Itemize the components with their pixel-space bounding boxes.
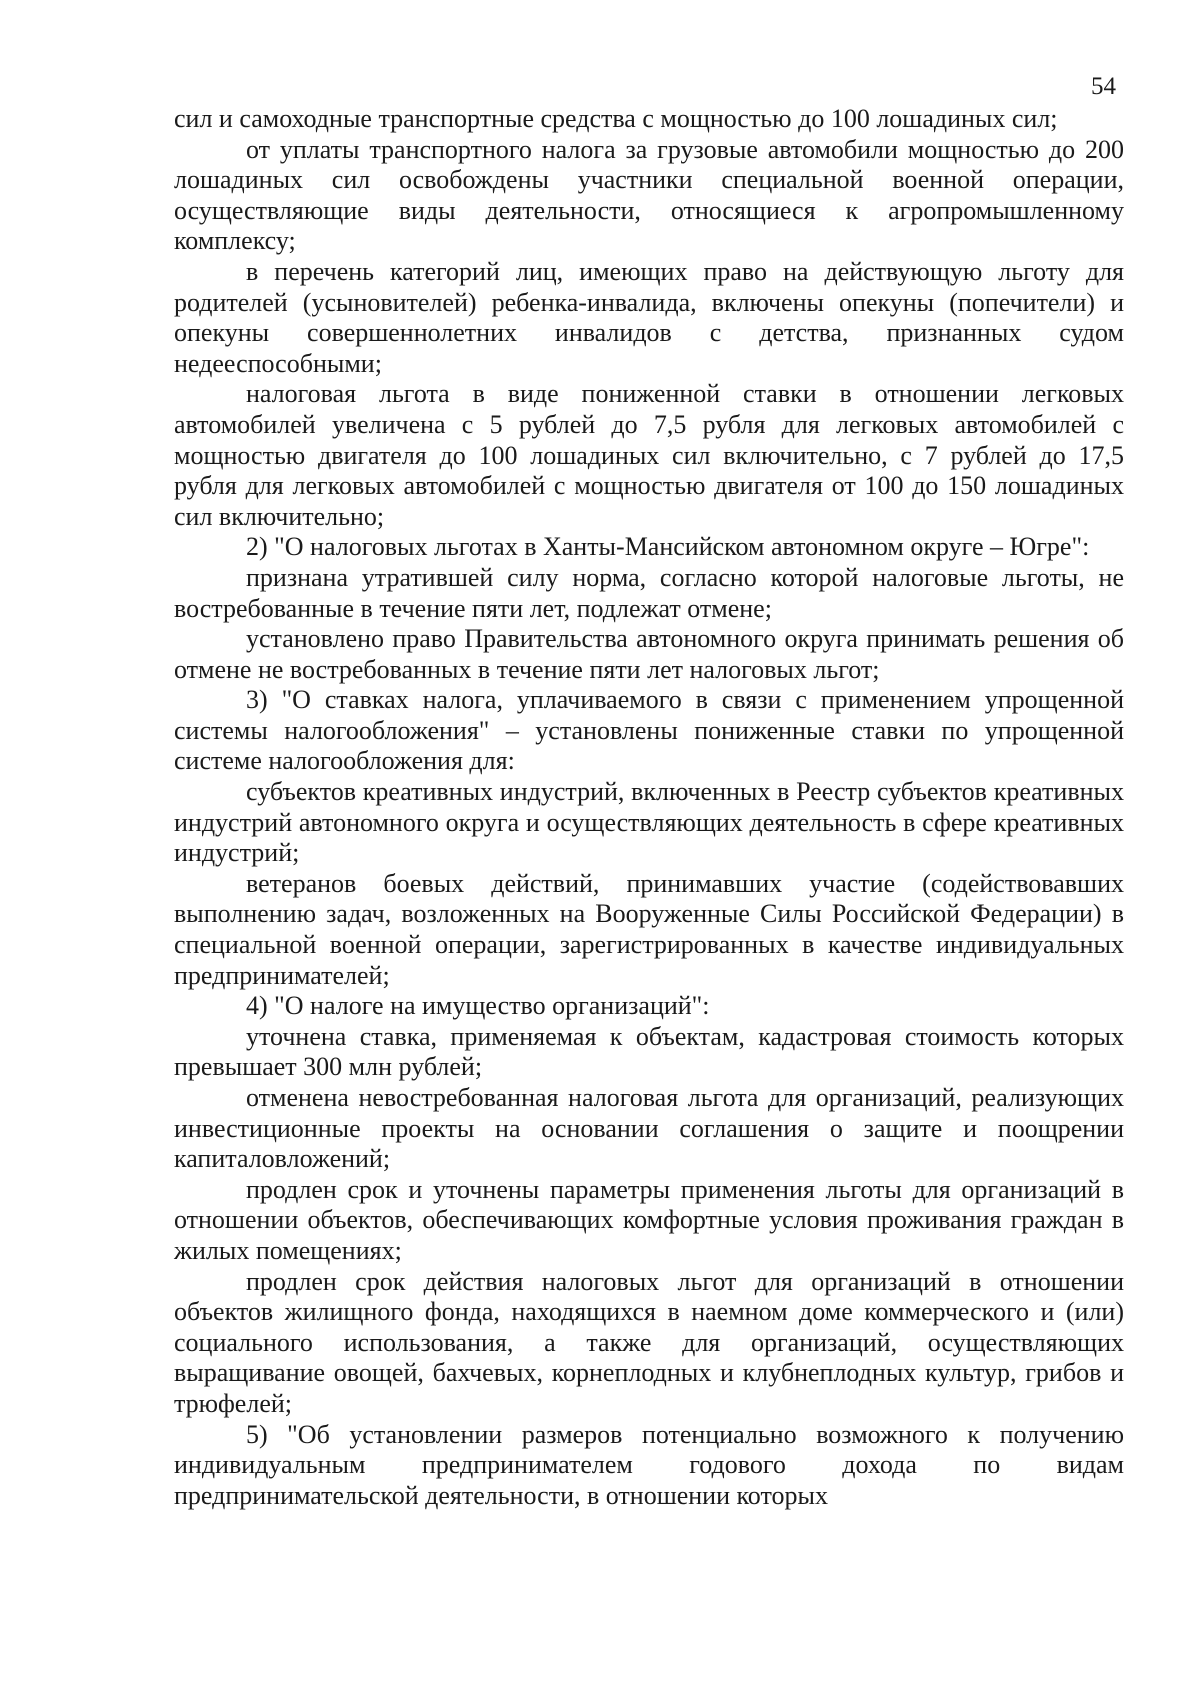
paragraph: 3) "О ставках налога, уплачиваемого в связи с применением упрощенной системы налогообложения" – установлены пониженные ставки по упрощенной системе налогообложения для: bbox=[174, 685, 1124, 776]
paragraph: в перечень категорий лиц, имеющих право на действующую льготу для родителей (усыновителей) ребенка-инвалида, включены опекуны (попечители) и опекуны совершеннолетних инвалидов с детства, признанных судом недееспособными; bbox=[174, 256, 1124, 378]
paragraph: от уплаты транспортного налога за грузовые автомобили мощностью до 200 лошадиных сил освобождены участники специальной военной операции, осуществляющие виды деятельности, относящиеся к агропромышленному комплексу; bbox=[174, 134, 1124, 256]
paragraph: 4) "О налоге на имущество организаций": bbox=[246, 991, 710, 1021]
paragraph: установлено право Правительства автономного округа принимать решения об отмене не востребованных в течение пяти лет налоговых льгот; bbox=[174, 624, 1124, 684]
paragraph: продлен срок и уточнены параметры применения льготы для организаций в отношении объектов, обеспечивающих комфортные условия проживания граждан в жилых помещениях; bbox=[174, 1174, 1124, 1265]
paragraph: продлен срок действия налоговых льгот для организаций в отношении объектов жилищного фонда, находящихся в наемном доме коммерческого и (или) социального использования, а также для организаций, осуществляющих выращивание овощей, бахчевых, корнеплодных и клубнеплодных культур, грибов и трюфелей; bbox=[174, 1266, 1124, 1418]
paragraph: отменена невостребованная налоговая льгота для организаций, реализующих инвестиционные проекты на основании соглашения о защите и поощрении капиталовложений; bbox=[174, 1083, 1124, 1174]
paragraph: 2) "О налоговых льготах в Ханты-Мансийском автономном округе – Югре": bbox=[246, 532, 1090, 562]
paragraph: уточнена ставка, применяемая к объектам, кадастровая стоимость которых превышает 300 млн рублей; bbox=[174, 1021, 1124, 1082]
document-body bbox=[174, 104, 1124, 1511]
paragraph: признана утратившей силу норма, согласно которой налоговые льготы, не востребованные в течение пяти лет, подлежат отмене; bbox=[174, 562, 1124, 623]
paragraph: субъектов креативных индустрий, включенных в Реестр субъектов креативных индустрий автономного округа и осуществляющих деятельность в сфере креативных индустрий; bbox=[174, 777, 1124, 868]
page-number: 54 bbox=[1091, 73, 1116, 100]
paragraph: налоговая льгота в виде пониженной ставки в отношении легковых автомобилей увеличена с 5 рублей до 7,5 рубля для легковых автомобилей с мощностью двигателя до 100 лошадиных сил включительно, с 7 рублей до 17,5 рубля для легковых автомобилей с мощностью двигателя от 100 до 150 лошадиных сил включительно; bbox=[174, 379, 1124, 531]
paragraph: 5) "Об установлении размеров потенциально возможного к получению индивидуальным предпринимателем годового дохода по видам предпринимательской деятельности, в отношении которых bbox=[174, 1419, 1124, 1510]
paragraph: ветеранов боевых действий, принимавших участие (содействовавших выполнению задач, возложенных на Вооруженные Силы Российской Федерации) в специальной военной операции, зарегистрированных в качестве индивидуальных предпринимателей; bbox=[174, 868, 1124, 990]
paragraph: сил и самоходные транспортные средства с мощностью до 100 лошадиных сил; bbox=[174, 104, 1058, 133]
